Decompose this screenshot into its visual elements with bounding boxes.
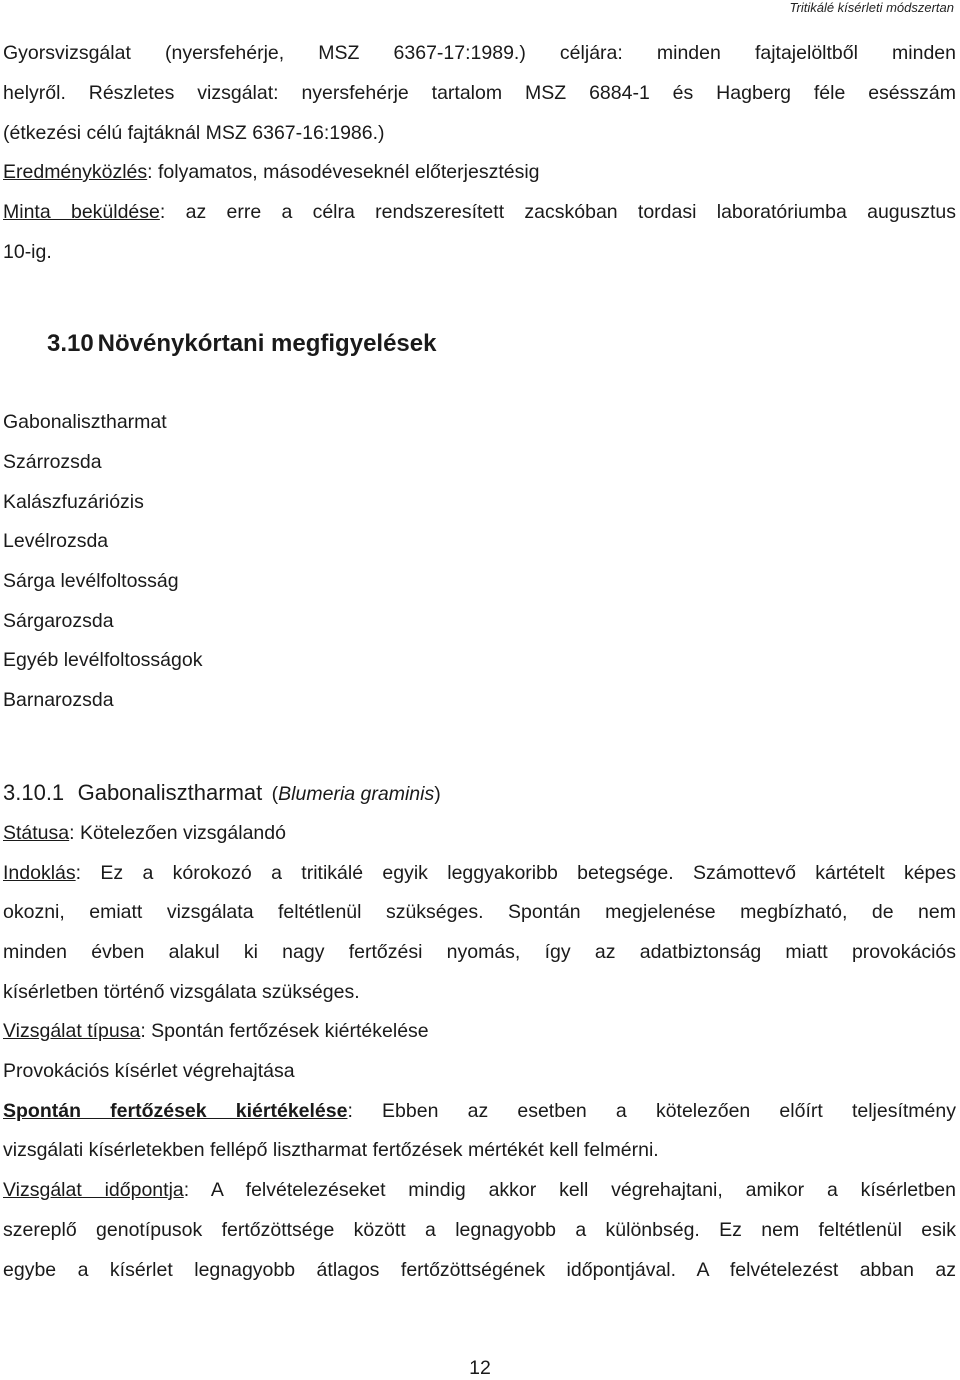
- provokacios-line: Provokációs kísérlet végrehajtása: [3, 1060, 295, 1082]
- latin-name: Blumeria graminis: [278, 783, 435, 805]
- vizsgalat-tipusa-text: : Spontán fertőzések kiértékelése: [140, 1020, 429, 1042]
- spontan-text: : Ebben az esetben a kötelezően előírt teljesítmény: [347, 1100, 956, 1122]
- intro-line-1: Gyorsvizsgálat (nyersfehérje, MSZ 6367-17:1989.) céljára: minden fajtajelöltből minden: [3, 42, 956, 64]
- indoklas-row: [3, 861, 956, 885]
- vizsgalat-tipusa-label: Vizsgálat típusa: [3, 1020, 141, 1042]
- spontan-label: Spontán fertőzések kiértékelése: [3, 1100, 348, 1122]
- latin-close: ): [434, 783, 441, 805]
- vizsgalat-idopontja-text: : A felvételezéseket mindig akkor kell végrehajtani, amikor a kísérletben: [183, 1179, 956, 1201]
- idopont-line-3: egybe a kísérlet legnagyobb átlagos fertőzöttségének időpontjával. A felvételezést abban az: [3, 1259, 956, 1281]
- disease-item: Gabonalisztharmat: [3, 411, 167, 433]
- section-title: Növénykórtani megfigyelések: [97, 330, 437, 357]
- subsection-title: Gabonalisztharmat: [77, 780, 263, 805]
- eredmenykozles-text: : folyamatos, másodéveseknél előterjesztésig: [147, 161, 540, 183]
- indoklas-label: Indoklás: [3, 862, 76, 884]
- spontan-row: [3, 1099, 956, 1123]
- eredmenykozles-label: Eredményközlés: [3, 161, 148, 183]
- idopont-line-2: szereplő genotípusok fertőzöttsége között a legnagyobb a különbség. Ez nem feltétlenül esik: [3, 1219, 956, 1241]
- subsection-number: 3.10.1: [3, 780, 65, 805]
- vizsgalat-idopontja-row: [3, 1178, 956, 1202]
- spontan-line-2: vizsgálati kísérletekben fellépő lisztharmat fertőzések mértékét kell felmérni.: [3, 1139, 659, 1161]
- vizsgalat-tipusa-row: [3, 1019, 956, 1043]
- indoklas-line-3: minden évben alakul ki nagy fertőzési nyomás, így az adatbiztonság miatt provokációs: [3, 941, 956, 963]
- subsection-heading: [3, 781, 956, 806]
- latin-open: (: [271, 783, 279, 805]
- statusa-row: [3, 821, 956, 845]
- indoklas-text: : Ez a kórokozó a tritikálé egyik leggyakoribb betegsége. Számottevő kártételt képes: [75, 862, 956, 884]
- intro-line-2: helyről. Részletes vizsgálat: nyersfehérje tartalom MSZ 6884-1 és Hagberg féle esésszám: [3, 82, 956, 104]
- disease-item: Szárrozsda: [3, 451, 102, 473]
- disease-item: Sárgarozsda: [3, 610, 114, 632]
- intro-line-3: (étkezési célú fajtáknál MSZ 6367-16:1986.): [3, 122, 385, 144]
- statusa-text: : Kötelezően vizsgálandó: [69, 822, 286, 844]
- disease-item: Sárga levélfoltosság: [3, 570, 179, 592]
- running-header: Tritikálé kísérleti módszertan: [789, 0, 954, 15]
- vizsgalat-idopontja-label: Vizsgálat időpontja: [3, 1179, 184, 1201]
- disease-item: Egyéb levélfoltosságok: [3, 649, 203, 671]
- indoklas-line-2: okozni, emiatt vizsgálata feltétlenül szükséges. Spontán megjelenése megbízható, de nem: [3, 901, 956, 923]
- indoklas-line-4: kísérletben történő vizsgálata szükséges.: [3, 981, 360, 1003]
- section-heading: [47, 330, 436, 358]
- minta-bekuldese-continuation: 10-ig.: [3, 241, 52, 263]
- section-number: 3.10: [47, 330, 94, 357]
- minta-bekuldese-label: Minta beküldése: [3, 201, 160, 223]
- minta-bekuldese-text: : az erre a célra rendszeresített zacskóban tordasi laboratóriumba augusztus: [159, 201, 956, 223]
- statusa-label: Státusa: [3, 822, 70, 844]
- disease-item: Kalászfuzáriózis: [3, 491, 144, 513]
- page-number: 12: [469, 1357, 491, 1379]
- disease-item: Barnarozsda: [3, 689, 114, 711]
- disease-item: Levélrozsda: [3, 530, 109, 552]
- eredmenykozles-row: [3, 160, 956, 184]
- minta-bekuldese-row: [3, 200, 956, 224]
